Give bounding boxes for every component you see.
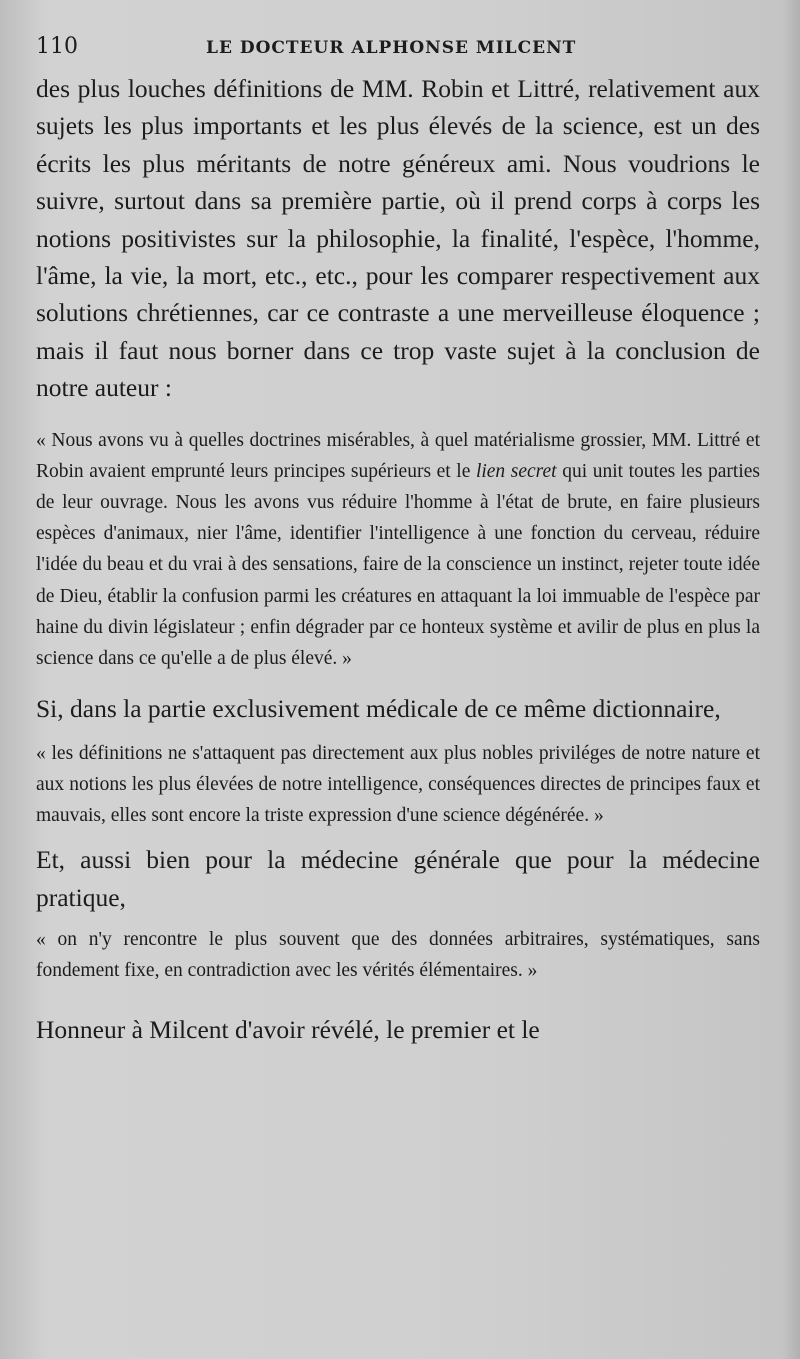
quote-3: « on n'y rencontre le plus souvent que des données arbitraires, systématiques, sans fondement fixe, en contradiction avec les vérités élémentaires. » — [36, 929, 760, 982]
paragraph-1: des plus louches définitions de MM. Robin et Littré, relativement aux sujets les plus importants et les plus élevés de la science, est un des écrits les plus méritants de notre généreux ami. Nous voudrions le suivre, surtout dans sa première partie, où il prend corps à corps les notions positivistes sur la philosophie, la finalité, l'espèce, l'homme, l'âme, la vie, la mort, etc., etc., pour les comparer respectivement aux solutions chrétiennes, car ce contraste a une merveilleuse éloquence ; mais il faut nous borner dans ce trop vaste sujet à la conclusion de notre auteur : — [36, 74, 760, 403]
paragraph-4: Honneur à Milcent d'avoir révélé, le premier et le — [36, 1014, 540, 1044]
quote-1-after: qui unit toutes les parties de leur ouvrage. Nous les avons vus réduire l'homme à l'état de brute, en faire plusieurs espèces d'animaux, nier l'âme, identifier l'intelligence à une fonction du cerveau, réduire l'idée du beau et du vrai à des sensations, faire de la conscience un instinct, rejeter toute idée de Dieu, établir la confusion parmi les créatures en attaquant la loi immuable de l'espèce par haine du divin législateur ; enfin dégrader par ce honteux système et avilir de plus en plus la science dans ce qu'elle a de plus élevé. » — [36, 460, 760, 670]
quote-1 — [36, 425, 760, 675]
running-head: LE DOCTEUR ALPHONSE MILCENT — [206, 38, 577, 58]
page-header — [36, 34, 760, 70]
page-number: 110 — [36, 34, 78, 59]
quote-2: « les définitions ne s'attaquent pas directement aux plus nobles priviléges de notre nature et aux notions les plus élevées de notre intelligence, conséquences directes de principes faux et mauvais, elles sont encore la triste expression d'une science dégénérée. » — [36, 742, 760, 827]
page-edge-shadow — [782, 0, 800, 1359]
paragraph-2: Si, dans la partie exclusivement médicale de ce même dictionnaire, — [36, 694, 721, 724]
paragraph-3: Et, aussi bien pour la médecine générale que pour la médecine pratique, — [36, 845, 760, 912]
quote-1-italic: lien secret — [475, 460, 557, 482]
quote-1-before: « Nous avons vu à quelles doctrines misérables, à quel matérialisme grossier, MM. Littré et Robin avaient emprunté leurs principes supérieurs et le — [36, 429, 760, 482]
